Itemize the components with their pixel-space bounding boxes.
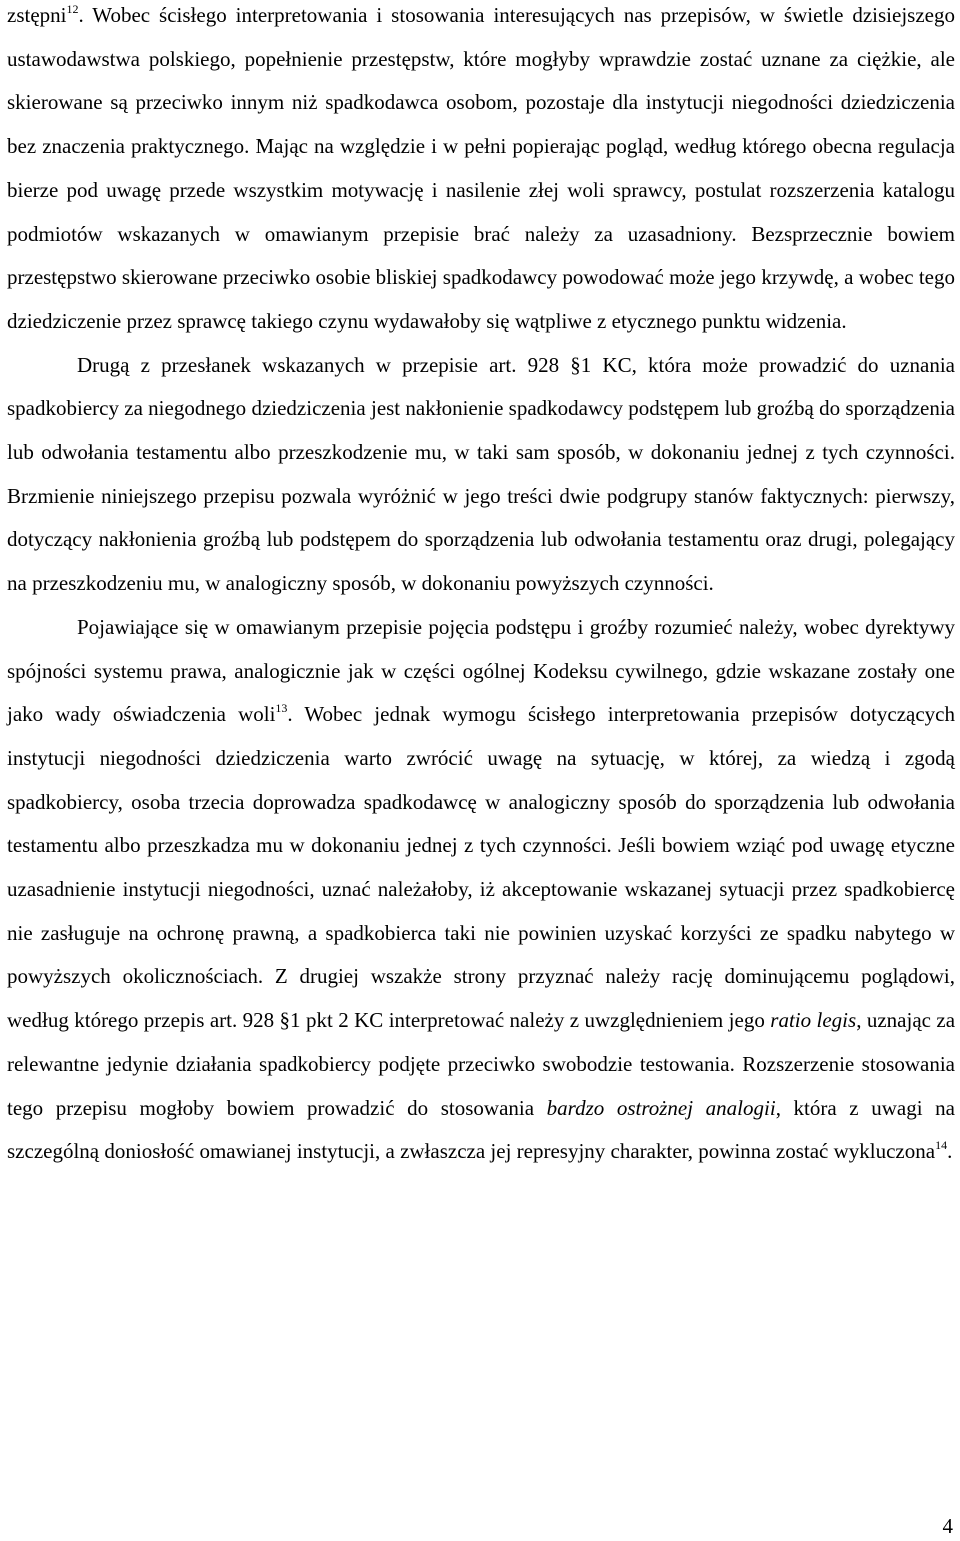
italic-bardzo-ostroznej-analogii: bardzo ostrożnej analogii <box>546 1095 776 1120</box>
footnote-ref-13[interactable]: 13 <box>275 701 288 716</box>
paragraph-1-text-b: . Wobec ścisłego interpretowania i stosowania interesujących nas przepisów, w świetle dzisiejszego ustawodawstwa polskiego, popełnienie przestępstw, które mogłyby wprawdzie zostać uznane za ciężkie, ale skierowane są przeciwko innym niż spadkodawca osobom, pozostaje dla instytucji niegodności dziedziczenia bez znaczenia praktycznego. Mając na względzie i w pełni popierając pogląd, według którego obecna regulacja bierze pod uwagę przede wszystkim motywację i nasilenie złej woli sprawcy, postulat rozszerzenia katalogu podmiotów wskazanych w omawianym przepisie brać należy za uzasadniony. Bezsprzecznie bowiem przestępstwo skierowane przeciwko osobie bliskiej spadkodawcy powodować może jego krzywdę, a wobec tego dziedziczenie przez sprawcę takiego czynu wydawałoby się wątpliwe z etycznego punktu widzenia. <box>7 3 955 333</box>
paragraph-3 <box>7 606 955 1174</box>
paragraph-2 <box>7 344 955 606</box>
paragraph-1 <box>7 0 955 344</box>
paragraph-3-text-c: , uznając za relewantne jedynie działania spadkobiercy podjęte przeciwko swobodzie testowania. Rozszerzenie stosowania tego przepisu mogłoby bowiem prowadzić do stosowania <box>7 1008 956 1120</box>
paragraph-1-text-a: zstępni <box>7 3 67 27</box>
footnote-ref-12[interactable]: 12 <box>66 2 79 16</box>
document-page <box>7 0 955 1174</box>
paragraph-3-text-d: , która z uwagi na szczególną doniosłość omawianej instytucji, a zwłaszcza jej represyjny charakter, powinna zostać wykluczona <box>7 1095 955 1164</box>
italic-ratio-legis: ratio legis <box>770 1008 857 1033</box>
paragraph-3-text-a: Pojawiające się w omawianym przepisie pojęcia podstępu i groźby rozumieć należy, wobec dyrektywy spójności systemu prawa, analogicznie jak w części ogólnej Kodeksu cywilnego, gdzie wskazane zostały one jako wady oświadczenia woli <box>7 614 955 727</box>
page-number: 4 <box>942 1514 953 1538</box>
footnote-ref-14[interactable]: 14 <box>935 1138 948 1153</box>
paragraph-3-text-e: . <box>947 1139 953 1164</box>
paragraph-3-text-b: . Wobec jednak wymogu ścisłego interpretowania przepisów dotyczących instytucji niegodności dziedziczenia warto zwrócić uwagę na sytuację, w której, za wiedzą i zgodą spadkobiercy, osoba trzecia doprowadza spadkodawcę w analogiczny sposób do sporządzenia lub odwołania testamentu albo przeszkadza mu w dokonaniu jednej z tych czynności. Jeśli bowiem wziąć pod uwagę etyczne uzasadnienie instytucji niegodności, uznać należałoby, iż akceptowanie wskazanej sytuacji przez spadkobiercę nie zasługuje na ochronę prawną, a spadkobierca taki nie powinien uzyskać korzyści ze spadku nabytego w powyższych okolicznościach. Z drugiej wszakże strony przyznać należy rację dominującemu poglądowi, według którego przepis art. 928 §1 pkt 2 KC interpretować należy z uwzględnieniem jego <box>7 702 955 1033</box>
paragraph-2-text: Drugą z przesłanek wskazanych w przepisie art. 928 §1 KC, która może prowadzić do uznania spadkobiercy za niegodnego dziedziczenia jest nakłonienie spadkodawcy podstępem lub groźbą do sporządzenia lub odwołania testamentu albo przeszkodzenie mu, w taki sam sposób, w dokonaniu jednej z tych czynności. Brzmienie niniejszego przepisu pozwala wyróżnić w jego treści dwie podgrupy stanów faktycznych: pierwszy, dotyczący nakłonienia groźbą lub podstępem do sporządzenia lub odwołania testamentu oraz drugi, polegający na przeszkodzeniu mu, w analogiczny sposób, w dokonaniu powyższych czynności. <box>7 352 955 596</box>
